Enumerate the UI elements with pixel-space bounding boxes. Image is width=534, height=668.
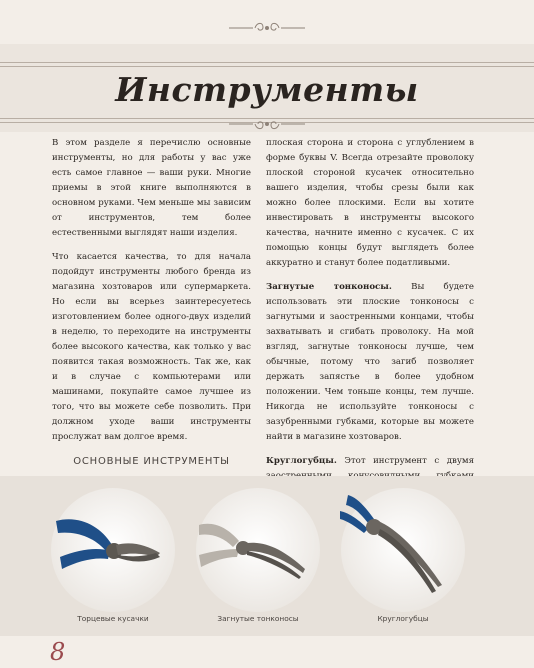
flush-cutters-photo (48, 485, 178, 615)
page-number: 8 (50, 638, 66, 666)
paragraph: плоская сторона и сторона с углублением в форме буквы V. Всегда отрезайте проволоку плоской стороной кусачек относительно вашего изделия, чтобы срезы были как можно более плоскими. Если вы хотите инвестировать в инструменты высокого качества, начните именно с кусачек. С их помощью концы будут выглядеть более аккуратно и станут более податливыми. (266, 138, 474, 268)
bent-nose-pliers-photo (193, 485, 323, 615)
round-nose-pliers-photo (338, 485, 468, 615)
paragraph: Что касается качества, то для начала подойдут инструменты любого бренда из магазина хозтоваров или супермаркета. Но если вы всерьез заинтересуетесь изготовлением более одного-двух изделий в неделю, то переходите на инструменты более высокого качества, как только у вас появится такая возможность. Так же, как и в случае с компьютерами или машинами, покупайте самое лучшее из того, что вы можете себе позволить. При должном уходе ваши инструменты прослужат вам долгое время. (52, 252, 251, 442)
header-rule (0, 62, 534, 63)
page-title: Инструменты (115, 70, 419, 109)
term-text: Этот инструмент с двумя (344, 456, 474, 466)
header-rule (0, 66, 534, 67)
section-subheading: ОСНОВНЫЕ ИНСТРУМЕНТЫ (73, 456, 230, 467)
term-heading: Круглогубцы. (266, 456, 337, 466)
flourish-ornament-icon (227, 116, 307, 132)
term-heading: Загнутые тонконосы. (266, 282, 392, 292)
figure-caption: Круглогубцы (377, 614, 429, 623)
figure-caption: Загнутые тонконосы (217, 614, 299, 623)
figure-caption: Торцевые кусачки (77, 614, 149, 623)
term-text: Вы будете использовать эти плоские тонконосы с загнутыми и заостренными концами, чтобы захватывать и сгибать проволоку. На мой взгляд, загнутые тонконосы лучше, чем обычные, потому что загиб позволяет держать запястье в более удобном положении. Чем тоньше концы, тем лучше. Никогда не используйте тонконосы с зазубренными губками, которые вы можете найти в магазине хозтоваров. (266, 282, 474, 442)
paragraph (266, 280, 474, 445)
paragraph: В этом разделе я перечислю основные инструменты, но для работы у вас уже есть самое главное — ваши руки. Многие приемы в этой книге выполняются в основном руками. Чем меньше мы зависим от инструментов, тем более естественными выглядят наши изделия. (52, 138, 251, 238)
flourish-ornament-icon (227, 20, 307, 36)
